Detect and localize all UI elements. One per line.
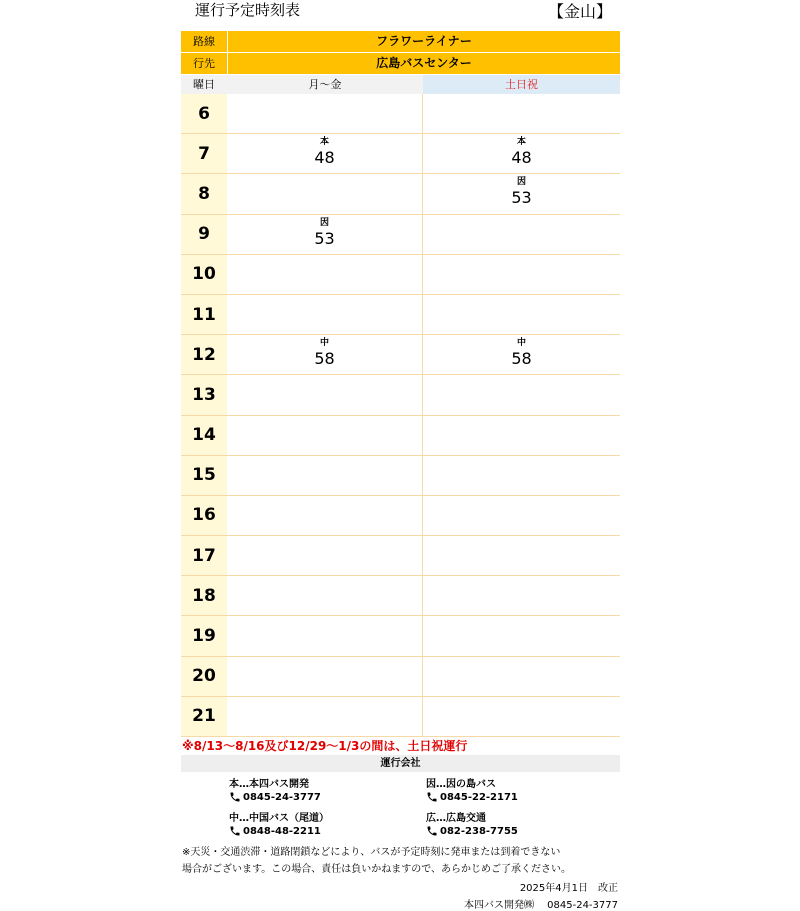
holiday-minutes-cell xyxy=(423,616,620,655)
hour-label: 6 xyxy=(181,94,227,133)
hour-label: 17 xyxy=(181,536,227,575)
hour-row xyxy=(181,94,620,134)
hour-row xyxy=(181,416,620,456)
operator-phone xyxy=(426,825,518,837)
hour-row xyxy=(181,536,620,576)
weekday-minutes-cell xyxy=(227,255,423,294)
operator-name: 中…中国バス（尾道） xyxy=(229,813,329,824)
weekday-minutes-cell xyxy=(227,456,423,495)
hour-label: 15 xyxy=(181,456,227,495)
operator-code: 中 xyxy=(516,338,526,349)
holiday-minutes-cell xyxy=(423,94,620,133)
weekday-minutes-cell xyxy=(227,536,423,575)
hour-row xyxy=(181,215,620,255)
phone-icon xyxy=(229,825,241,837)
operator-code: 本 xyxy=(319,137,329,148)
day-type-row xyxy=(181,75,620,94)
departure-minute: 58 xyxy=(314,349,335,369)
hour-row xyxy=(181,174,620,214)
hour-label: 19 xyxy=(181,616,227,655)
operator-code: 本 xyxy=(516,137,526,148)
weekday-minutes-cell xyxy=(227,697,423,736)
departure xyxy=(423,176,620,208)
operators-header: 運行会社 xyxy=(181,755,620,772)
operator-name: 本…本四バス開発 xyxy=(229,779,309,790)
hour-row xyxy=(181,496,620,536)
weekday-minutes-cell xyxy=(227,94,423,133)
operator-name: 因…因の島バス xyxy=(426,779,496,790)
operator-phone xyxy=(229,825,321,837)
weekday-minutes-cell xyxy=(227,657,423,696)
hour-label: 7 xyxy=(181,134,227,173)
departure xyxy=(227,136,422,168)
holiday-minutes-cell xyxy=(423,295,620,334)
departure-minute: 48 xyxy=(511,148,532,168)
timetable xyxy=(181,31,620,737)
holiday-minutes-cell xyxy=(423,134,620,173)
operator-code: 因 xyxy=(516,177,526,188)
operating-notice: ※8/13～8/16及び12/29～1/3の間は、土日祝運行 xyxy=(182,739,468,753)
hour-row xyxy=(181,134,620,174)
holiday-minutes-cell xyxy=(423,576,620,615)
phone-icon xyxy=(426,791,438,803)
departure xyxy=(227,217,422,249)
hour-label: 9 xyxy=(181,215,227,254)
phone-icon xyxy=(229,791,241,803)
destination-value: 広島バスセンター xyxy=(227,53,620,74)
weekday-minutes-cell xyxy=(227,416,423,455)
departure xyxy=(227,337,422,369)
weekday-minutes-cell xyxy=(227,616,423,655)
departure xyxy=(423,136,620,168)
holiday-minutes-cell xyxy=(423,215,620,254)
operator-code: 中 xyxy=(319,338,329,349)
route-label: 路線 xyxy=(193,35,215,48)
holiday-minutes-cell xyxy=(423,536,620,575)
operator-name: 広…広島交通 xyxy=(426,813,486,824)
stop-name: 【金山】 xyxy=(547,2,612,21)
hour-label: 18 xyxy=(181,576,227,615)
phone-number: 0845-24-3777 xyxy=(243,791,321,803)
hour-row xyxy=(181,255,620,295)
operator-code: 因 xyxy=(319,217,329,228)
hour-label: 12 xyxy=(181,335,227,374)
hour-label: 13 xyxy=(181,375,227,414)
hour-rows xyxy=(181,94,620,737)
holiday-minutes-cell xyxy=(423,496,620,535)
hour-label: 20 xyxy=(181,657,227,696)
hour-label: 21 xyxy=(181,697,227,736)
revision-date: 2025年4月1日 改正 xyxy=(519,883,618,894)
hour-label: 16 xyxy=(181,496,227,535)
weekday-minutes-cell xyxy=(227,295,423,334)
timetable-header xyxy=(195,0,620,22)
holiday-minutes-cell xyxy=(423,335,620,374)
hour-row xyxy=(181,375,620,415)
phone-number: 082-238-7755 xyxy=(440,825,518,837)
holiday-minutes-cell xyxy=(423,255,620,294)
hour-row xyxy=(181,616,620,656)
holiday-minutes-cell xyxy=(423,456,620,495)
departure-minute: 48 xyxy=(314,148,335,168)
page-title: 運行予定時刻表 xyxy=(195,1,301,19)
weekday-minutes-cell xyxy=(227,134,423,173)
hour-row xyxy=(181,657,620,697)
weekday-header: 月～金 xyxy=(227,75,423,94)
holiday-minutes-cell xyxy=(423,657,620,696)
weekday-minutes-cell xyxy=(227,576,423,615)
holiday-header: 土日祝 xyxy=(423,75,620,94)
route-value: フラワーライナー xyxy=(227,31,620,52)
weekday-minutes-cell xyxy=(227,335,423,374)
disclaimer-line: 場合がございます。この場合、責任は負いかねますので、あらかじめご了承ください。 xyxy=(182,864,571,875)
weekday-minutes-cell xyxy=(227,174,423,213)
hour-row xyxy=(181,295,620,335)
holiday-minutes-cell xyxy=(423,697,620,736)
hour-row xyxy=(181,335,620,375)
company-contact: 本四バス開発㈱ 0845-24-3777 xyxy=(463,900,618,911)
operator-phone xyxy=(229,791,321,803)
weekday-minutes-cell xyxy=(227,375,423,414)
hour-row xyxy=(181,456,620,496)
operator-phone xyxy=(426,791,518,803)
departure-minute: 53 xyxy=(511,188,532,208)
route-row xyxy=(181,31,620,53)
hour-label: 8 xyxy=(181,174,227,213)
departure xyxy=(423,337,620,369)
hour-label: 11 xyxy=(181,295,227,334)
phone-icon xyxy=(426,825,438,837)
destination-row xyxy=(181,53,620,75)
hour-row xyxy=(181,697,620,737)
holiday-minutes-cell xyxy=(423,174,620,213)
hour-label: 10 xyxy=(181,255,227,294)
destination-label: 行先 xyxy=(193,57,215,70)
weekday-minutes-cell xyxy=(227,215,423,254)
hour-label: 14 xyxy=(181,416,227,455)
hour-row xyxy=(181,576,620,616)
departure-minute: 58 xyxy=(511,349,532,369)
departure-minute: 53 xyxy=(314,228,335,248)
holiday-minutes-cell xyxy=(423,375,620,414)
disclaimer-line: ※天災・交通渋滞・道路閉鎖などにより、バスが予定時刻に発車または到着できない xyxy=(182,847,561,858)
phone-number: 0845-22-2171 xyxy=(440,791,518,803)
phone-number: 0848-48-2211 xyxy=(243,825,321,837)
weekday-minutes-cell xyxy=(227,496,423,535)
day-type-label: 曜日 xyxy=(181,75,227,94)
holiday-minutes-cell xyxy=(423,416,620,455)
